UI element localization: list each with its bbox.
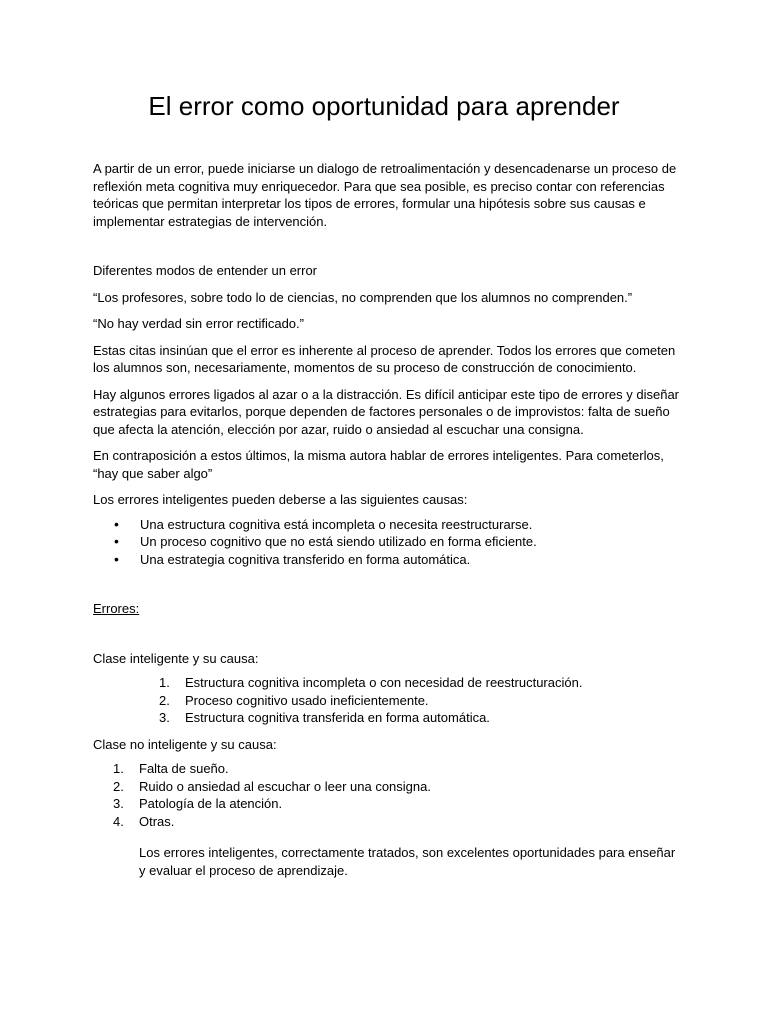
numbered-item: 2. Proceso cognitivo usado ineficientemente. xyxy=(159,692,429,708)
body-paragraph: Los errores inteligentes pueden deberse a las siguientes causas: xyxy=(93,492,468,507)
clase-no-inteligente-list xyxy=(93,760,683,830)
document-body xyxy=(93,160,683,888)
numbered-item: 2. Ruido o ansiedad al escuchar o leer una consigna. xyxy=(113,778,431,794)
causes-bullet-list xyxy=(93,516,683,569)
errores-heading: Errores: xyxy=(93,601,140,616)
closing-paragraph: Los errores inteligentes, correctamente tratados, son excelentes oportunidades para enseñar y evaluar el proceso de aprendizaje. xyxy=(139,845,676,878)
blank-line xyxy=(93,627,683,650)
clase-inteligente-list xyxy=(93,674,683,727)
bullet-item: • Una estructura cognitiva está incompleta o necesita reestructurarse. xyxy=(140,516,683,534)
bullet-item: • Un proceso cognitivo que no está siendo utilizado en forma eficiente. xyxy=(140,533,683,551)
clase-inteligente-label: Clase inteligente y su causa: xyxy=(93,650,259,666)
blank-line xyxy=(93,230,683,262)
section-heading: Diferentes modos de entender un error xyxy=(93,263,318,278)
body-paragraph: En contraposición a estos últimos, la misma autora hablar de errores inteligentes. Para cometerlos, “hay que saber algo” xyxy=(93,448,664,481)
quote-paragraph: “No hay verdad sin error rectificado.” xyxy=(93,316,304,331)
clase-no-inteligente-label: Clase no inteligente y su causa: xyxy=(93,736,277,752)
numbered-item: 3. Estructura cognitiva transferida en forma automática. xyxy=(159,710,490,725)
quote-paragraph: “Los profesores, sobre todo lo de ciencias, no comprenden que los alumnos no comprenden.” xyxy=(93,289,633,305)
numbered-item: 3. Patología de la atención. xyxy=(113,796,283,811)
bullet-item: • Una estrategia cognitiva transferido en forma automática. xyxy=(140,551,683,569)
numbered-item: 1. Estructura cognitiva incompleta o con necesidad de reestructuración. xyxy=(159,675,583,690)
blank-line xyxy=(93,568,683,600)
numbered-item: 4. Otras. xyxy=(113,813,175,829)
body-paragraph: Estas citas insinúan que el error es inherente al proceso de aprender. Todos los errores que cometen los alumnos son, necesariamente, momentos de su proceso de construcción de conocimiento. xyxy=(93,342,676,375)
intro-paragraph: A partir de un error, puede iniciarse un dialogo de retroalimentación y desencadenarse un proceso de reflexión meta cognitiva muy enriquecedor. Para que sea posible, es preciso contar con referencias teóricas que permitan interpretar los tipos de errores, formular una hipótesis sobre sus causas e implementar estrategias de intervención. xyxy=(93,161,677,229)
body-paragraph: Hay algunos errores ligados al azar o a la distracción. Es difícil anticipar este tipo de errores y diseñar estrategias para evitarlos, porque dependen de factores personales o de improvistos: falta de sueño que afecta la atención, elección por azar, ruido o ansiedad al escuchar una consigna. xyxy=(93,386,680,437)
document-title: El error como oportunidad para aprender xyxy=(148,91,620,121)
numbered-item: 1. Falta de sueño. xyxy=(113,761,229,776)
